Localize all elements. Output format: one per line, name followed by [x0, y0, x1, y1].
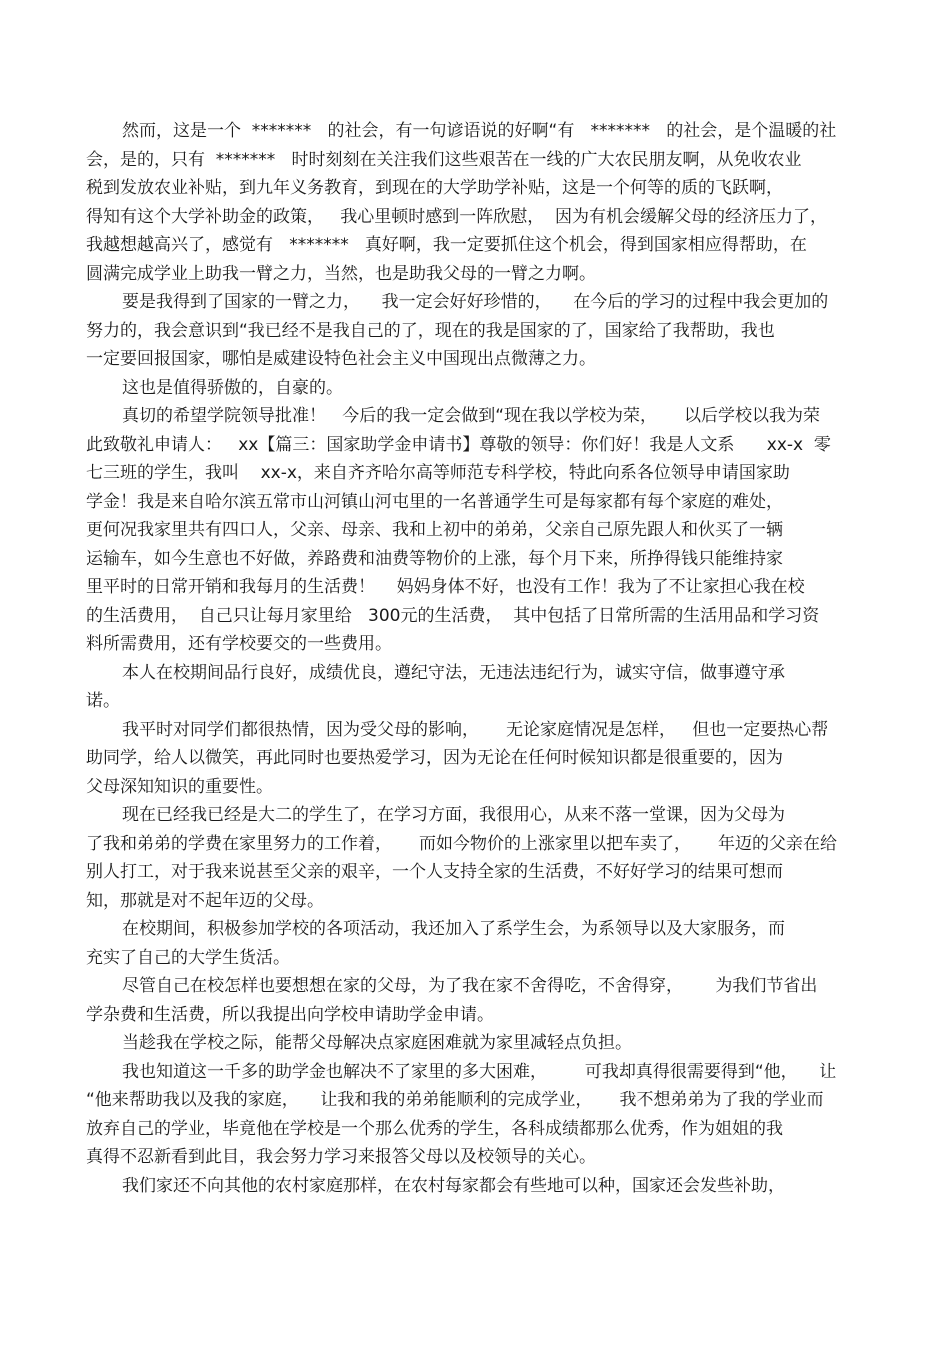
paragraph-line: 这也是值得骄傲的，自豪的。: [122, 378, 343, 398]
paragraph-line: 真得不忍新看到此目，我会努力学习来报答父母以及校领导的关心。: [86, 1147, 596, 1167]
paragraph-line: 别人打工，对于我来说甚至父亲的艰辛，一个人支持全家的生活费，不好好学习的结果可想而: [86, 862, 783, 882]
paragraph-line: 当趁我在学校之际，能帮父母解决点家庭困难就为家里减轻点负担。: [122, 1033, 632, 1053]
paragraph-line: 然而，这是一个 ******* 的社会，有一句谚语说的好啊“有 ******* 的社会，是个温暖的社: [122, 121, 837, 141]
paragraph-line: 圆满完成学业上助我一臂之力，当然，也是助我父母的一臂之力啊。: [86, 264, 596, 284]
paragraph-line: 七三班的学生，我叫 xx-x，来自齐齐哈尔高等师范专科学校，特此向系各位领导申请国家助: [86, 463, 790, 483]
paragraph-line: 充实了自己的大学生货活。: [86, 948, 290, 968]
paragraph-line: “他来帮助我以及我的家庭， 让我和我的弟弟能顺利的完成学业， 我不想弟弟为了我的学业而: [86, 1090, 824, 1110]
paragraph-line: 知，那就是对不起年迈的父母。: [86, 891, 324, 911]
paragraph-line: 一定要回报国家，哪怕是威建设特色社会主义中国现出点微薄之力。: [86, 349, 596, 369]
paragraph-line: 本人在校期间品行良好，成绩优良，遵纪守法，无违法违纪行为，诚实守信，做事遵守承: [122, 663, 785, 683]
paragraph-line: 诺。: [86, 691, 120, 711]
paragraph-line: 学金！我是来自哈尔滨五常市山河镇山河屯里的一名普通学生可是每家都有每个家庭的难处，: [86, 492, 783, 512]
paragraph-line: 现在已经我已经是大二的学生了，在学习方面，我很用心，从来不落一堂课，因为父母为: [122, 805, 785, 825]
paragraph-line: 更何况我家里共有四口人，父亲、母亲、我和上初中的弟弟，父亲自己原先跟人和伙买了一辆: [86, 520, 783, 540]
paragraph-line: 放弃自己的学业，毕竟他在学校是一个那么优秀的学生，各科成绩都那么优秀，作为姐姐的我: [86, 1119, 783, 1139]
paragraph-line: 运输车，如今生意也不好做，养路费和油费等物价的上涨，每个月下来，所挣得钱只能维持家: [86, 549, 783, 569]
paragraph-line: 里平时的日常开销和我每月的生活费！ 妈妈身体不好，也没有工作！我为了不让家担心我在校: [86, 577, 805, 597]
paragraph-line: 在校期间，积极参加学校的各项活动，我还加入了系学生会，为系领导以及大家服务，而: [122, 919, 785, 939]
paragraph-line: 真切的希望学院领导批准！ 今后的我一定会做到“现在我以学校为荣， 以后学校以我为荣: [122, 406, 821, 426]
paragraph-line: 得知有这个大学补助金的政策， 我心里顿时感到一阵欣慰， 因为有机会缓解父母的经济压力了，: [86, 207, 828, 227]
paragraph-line: 了我和弟弟的学费在家里努力的工作着， 而如今物价的上涨家里以把车卖了， 年迈的父亲在给: [86, 834, 838, 854]
paragraph-line: 我越想越高兴了，感觉有 ******* 真好啊，我一定要抓住这个机会，得到国家相应得帮助，在: [86, 235, 807, 255]
paragraph-line: 努力的，我会意识到“我已经不是我自己的了，现在的我是国家的了，国家给了我帮助，我也: [86, 321, 775, 341]
paragraph-line: 我平时对同学们都很热情，因为受父母的影响， 无论家庭情况是怎样， 但也一定要热心帮: [122, 720, 829, 740]
paragraph-line: 我们家还不向其他的农村家庭那样，在农村每家都会有些地可以种，国家还会发些补助，: [122, 1176, 785, 1196]
paragraph-line: 我也知道这一千多的助学金也解决不了家里的多大困难， 可我却真得很需要得到“他， 让: [122, 1062, 837, 1082]
paragraph-line: 助同学，给人以微笑，再此同时也要热爱学习，因为无论在任何时候知识都是很重要的，因为: [86, 748, 783, 768]
paragraph-line: 的生活费用， 自己只让每月家里给 300元的生活费， 其中包括了日常所需的生活用品和学习资: [86, 606, 820, 626]
paragraph-line: 料所需费用，还有学校要交的一些费用。: [86, 634, 392, 654]
paragraph-line: 税到发放农业补贴，到九年义务教育，到现在的大学助学补贴，这是一个何等的质的飞跃啊，: [86, 178, 783, 198]
paragraph-line: 学杂费和生活费，所以我提出向学校申请助学金申请。: [86, 1005, 494, 1025]
paragraph-line: 父母深知知识的重要性。: [86, 777, 273, 797]
paragraph-line: 尽管自己在校怎样也要想想在家的父母，为了我在家不舍得吃，不舍得穿， 为我们节省出: [122, 976, 818, 996]
paragraph-line: 会，是的，只有 ******* 时时刻刻在关注我们这些艰苦在一线的广大农民朋友啊，从免收农业: [86, 150, 802, 170]
paragraph-line: 此致敬礼申请人： xx【篇三：国家助学金申请书】尊敬的领导：你们好！我是人文系 xx-x 零: [86, 435, 831, 455]
paragraph-line: 要是我得到了国家的一臂之力， 我一定会好好珍惜的， 在今后的学习的过程中我会更加的: [122, 292, 829, 312]
